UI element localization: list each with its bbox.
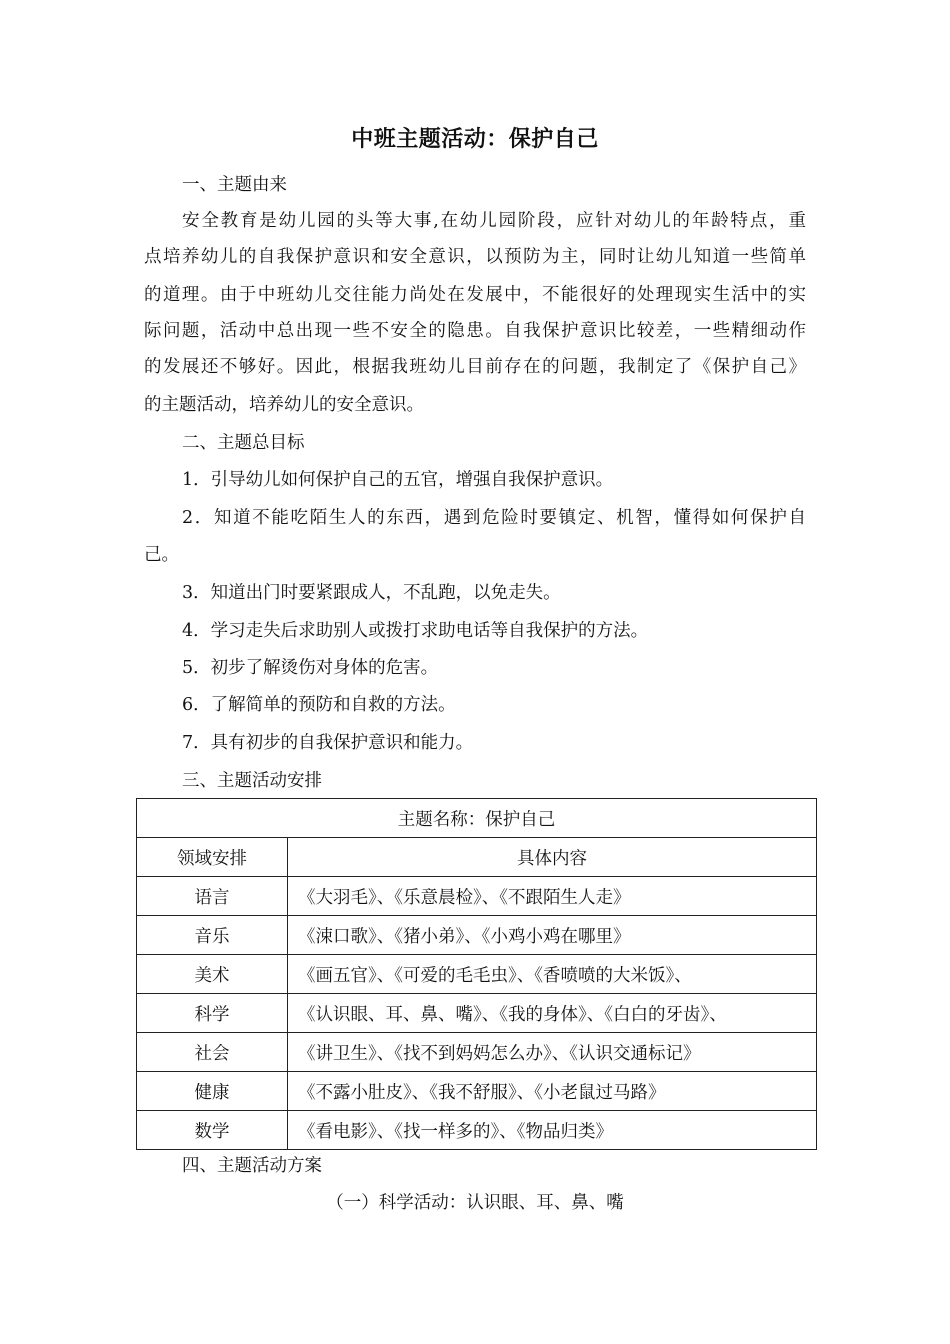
section4-heading: 四、主题活动方案: [182, 1156, 322, 1176]
goal-item: 3．知道出门时要紧跟成人，不乱跑，以免走失。: [182, 583, 561, 603]
goal-item: 7．具有初步的自我保护意识和能力。: [182, 733, 474, 753]
goal-item: 1．引导幼儿如何保护自己的五官，增强自我保护意识。: [182, 470, 614, 490]
column-header-domain: 领域安排: [137, 838, 288, 877]
table-row: [137, 1111, 817, 1150]
table-caption: 主题名称：保护自己: [137, 799, 817, 838]
paragraph-line: 的道理。由于中班幼儿交往能力尚处在发展中，不能很好的处理现实生活中的实: [144, 285, 806, 305]
goal-item-continued: 己。: [144, 545, 179, 565]
domain-cell: 音乐: [137, 916, 288, 955]
content-cell: 《涑口歌》、《猪小弟》、《小鸡小鸡在哪里》: [288, 916, 817, 955]
activity-plan-table: [136, 798, 817, 1150]
table-caption-row: [137, 799, 817, 838]
table-row: [137, 877, 817, 916]
goal-item: 5．初步了解烫伤对身体的危害。: [182, 658, 439, 678]
table-row: [137, 994, 817, 1033]
content-cell: 《大羽毛》、《乐意晨检》、《不跟陌生人走》: [288, 877, 817, 916]
goal-item: 2．知道不能吃陌生人的东西，遇到危险时要镇定、机智，懂得如何保护自: [182, 508, 806, 528]
table-header-row: [137, 838, 817, 877]
paragraph-line: 安全教育是幼儿园的头等大事,在幼儿园阶段，应针对幼儿的年龄特点，重: [182, 211, 806, 231]
content-cell: 《画五官》、《可爱的毛毛虫》、《香喷喷的大米饭》、: [288, 955, 817, 994]
content-cell: 《不露小肚皮》、《我不舒服》、《小老鼠过马路》: [288, 1072, 817, 1111]
table-row: [137, 916, 817, 955]
domain-cell: 社会: [137, 1033, 288, 1072]
table-row: [137, 955, 817, 994]
column-header-content: 具体内容: [288, 838, 817, 877]
domain-cell: 数学: [137, 1111, 288, 1150]
paragraph-line: 点培养幼儿的自我保护意识和安全意识，以预防为主，同时让幼儿知道一些简单: [144, 247, 806, 267]
section3-heading: 三、主题活动安排: [182, 771, 322, 791]
domain-cell: 美术: [137, 955, 288, 994]
content-cell: 《讲卫生》、《找不到妈妈怎么办》、《认识交通标记》: [288, 1033, 817, 1072]
content-cell: 《看电影》、《找一样多的》、《物品归类》: [288, 1111, 817, 1150]
domain-cell: 健康: [137, 1072, 288, 1111]
section4-subheading: （一）科学活动：认识眼、耳、鼻、嘴: [326, 1193, 624, 1213]
table-row: [137, 1072, 817, 1111]
page-title: 中班主题活动：保护自己: [351, 127, 599, 152]
section2-heading: 二、主题总目标: [182, 433, 305, 453]
goal-item: 6．了解简单的预防和自救的方法。: [182, 695, 456, 715]
paragraph-line: 际问题，活动中总出现一些不安全的隐患。自我保护意识比较差，一些精细动作: [144, 321, 806, 341]
goal-item: 4．学习走失后求助别人或拨打求助电话等自我保护的方法。: [182, 621, 649, 641]
table-row: [137, 1033, 817, 1072]
domain-cell: 语言: [137, 877, 288, 916]
paragraph-line: 的主题活动，培养幼儿的安全意识。: [144, 395, 424, 415]
domain-cell: 科学: [137, 994, 288, 1033]
paragraph-line: 的发展还不够好。因此，根据我班幼儿目前存在的问题，我制定了《保护自己》: [144, 357, 806, 377]
section1-heading: 一、主题由来: [182, 175, 287, 195]
content-cell: 《认识眼、耳、鼻、嘴》、《我的身体》、《白白的牙齿》、: [288, 994, 817, 1033]
